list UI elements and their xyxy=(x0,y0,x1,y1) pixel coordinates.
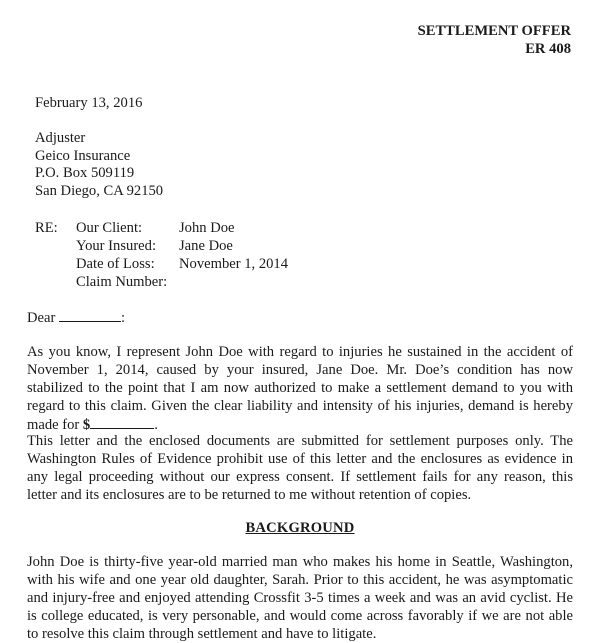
paragraph-text: As you know, I represent John Doe with regard to injuries he sustained in the accident of November 1, 2014, caused by your insured, Jane Doe. Mr. Doe’s condition has now stabilized to the point that I am now authorized to make a settlement demand to you with regard to this claim. Given the clear liability and intensity of his injuries, demand is hereby made for xyxy=(27,344,573,433)
recipient-address xyxy=(35,130,163,200)
paragraph-end: . xyxy=(154,417,158,433)
letter-date: February 13, 2016 xyxy=(35,95,143,111)
paragraph-background: John Doe is thirty-five year-old married man who makes his home in Seattle, Washington, with his wife and one year old daughter, Sarah. Prior to this accident, he was asymptomatic and injury-free and enjoyed attending Crossfit 3-5 times a week and was an avid cyclist. He is college educated, is very personable, and would come across favorably if we are not able to resolve this claim through settlement and have to litigate. xyxy=(27,554,573,642)
document-title: SETTLEMENT OFFER xyxy=(417,23,571,39)
paragraph-intro xyxy=(27,343,573,434)
reference-row xyxy=(35,219,288,237)
salutation-suffix: : xyxy=(121,310,126,326)
salutation-prefix: Dear xyxy=(27,310,56,326)
recipient-line: San Diego, CA 92150 xyxy=(35,182,164,199)
reference-block xyxy=(35,219,288,291)
reference-row xyxy=(35,255,288,273)
demand-amount-blank xyxy=(90,415,154,429)
reference-label: RE: xyxy=(35,220,58,236)
reference-value: John Doe xyxy=(179,220,235,236)
recipient-name-blank xyxy=(59,308,121,322)
reference-row xyxy=(35,237,288,255)
paragraph-evidence-notice: This letter and the enclosed documents are submitted for settlement purposes only. The Washington Rules of Evidence prohibit use of this letter and the enclosures as evidence in any legal proceeding without our express consent. If settlement fails for any reason, this letter and its enclosures are to be returned to me without retention of copies. xyxy=(27,433,573,503)
reference-value: Jane Doe xyxy=(179,238,233,254)
reference-key: Claim Number: xyxy=(76,274,168,290)
reference-row xyxy=(35,273,288,291)
recipient-line: Adjuster xyxy=(35,130,86,146)
salutation xyxy=(27,308,125,327)
recipient-line: Geico Insurance xyxy=(35,147,131,164)
document-code: ER 408 xyxy=(525,41,571,57)
reference-value: November 1, 2014 xyxy=(179,256,289,272)
recipient-line: P.O. Box 509119 xyxy=(35,165,135,181)
reference-key: Your Insured: xyxy=(76,238,157,254)
section-heading-background: BACKGROUND xyxy=(245,520,355,536)
reference-key: Date of Loss: xyxy=(76,256,155,272)
document-header xyxy=(418,22,571,58)
reference-key: Our Client: xyxy=(76,220,143,236)
currency-symbol: $ xyxy=(82,417,91,433)
